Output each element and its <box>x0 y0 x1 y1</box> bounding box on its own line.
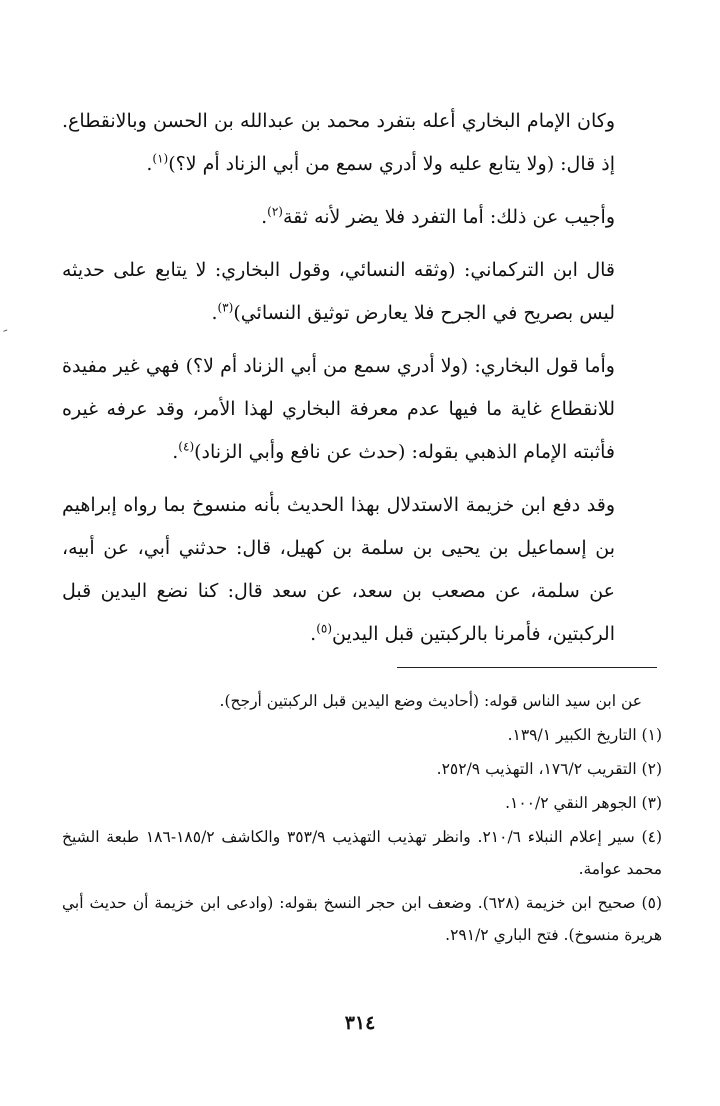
paragraph-4 <box>62 345 615 474</box>
paragraph-text: وقد دفع ابن خزيمة الاستدلال بهذا الحديث بأنه منسوخ بما رواه إبراهيم بن إسماعيل بن يحيى بن سلمة بن كهيل، قال: حدثني أبي، عن أبيه، عن سلمة، عن مصعب بن سعد، عن سعد قال: كنا نضع اليدين قبل الركبتين، فأمرنا بالركبتين قبل اليدين <box>62 494 615 645</box>
margin-mark <box>3 329 8 335</box>
paragraph-end: . <box>172 441 179 463</box>
page-number: ٣١٤ <box>344 1012 376 1034</box>
paragraph-text: وأجيب عن ذلك: أما التفرد فلا يضر لأنه ثقة <box>282 206 615 228</box>
footnote-3: (٣) الجوهر النقي ١٠٠/٢. <box>505 794 662 812</box>
footnote-5: (٥) صحيح ابن خزيمة (٦٢٨). وضعف ابن حجر النسخ بقوله: (وادعى ابن خزيمة أن حديث أبي هريرة منسوخ). فتح الباري ٢٩١/٢. <box>62 894 662 944</box>
footnote-ref[interactable]: (٢) <box>267 204 283 219</box>
paragraph-end: . <box>261 206 268 228</box>
paragraph-end: . <box>146 153 153 175</box>
paragraph-1 <box>62 100 615 186</box>
paragraph-5 <box>62 484 615 656</box>
paragraph-text: قال ابن التركماني: (وثقه النسائي، وقول البخاري: لا يتابع على حديثه ليس بصريح في الجرح فلا يعارض توثيق النسائي) <box>62 259 615 324</box>
paragraph-end: . <box>310 623 317 645</box>
footnote-ref[interactable]: (٥) <box>316 621 333 636</box>
paragraph-text: وكان الإمام البخاري أعله بتفرد محمد بن عبدالله بن الحسن وبالانقطاع. إذ قال: (ولا يتابع عليه ولا أدري سمع من أبي الزناد أم لا؟) <box>62 110 615 175</box>
footnote-divider <box>397 667 657 668</box>
footnote-4: (٤) سير إعلام النبلاء ٢١٠/٦. وانظر تهذيب التهذيب ٣٥٣/٩ والكاشف ١٨٥/٢-١٨٦ طبعة الشيخ محمد عوامة. <box>62 828 662 878</box>
paragraph-text: وأما قول البخاري: (ولا أدري سمع من أبي الزناد أم لا؟) فهي غير مفيدة للانقطاع غاية ما فيها عدم معرفة البخاري لهذا الأمر، وقد عرفه غيره فأثبته الإمام الذهبي بقوله: (حدث عن نافع وأبي الزناد) <box>62 355 615 463</box>
footnote-ref[interactable]: (٤) <box>178 439 195 454</box>
paragraph-3 <box>62 249 615 335</box>
footnote-2: (٢) التقريب ١٧٦/٢، التهذيب ٢٥٢/٩. <box>436 760 662 778</box>
main-text <box>62 100 615 666</box>
footnote-continuation: عن ابن سيد الناس قوله: (أحاديث وضع اليدين قبل الركبتين أرجح). <box>219 692 642 710</box>
footnote-ref[interactable]: (١) <box>152 151 169 166</box>
footnote-1: (١) التاريخ الكبير ١٣٩/١. <box>507 726 662 744</box>
paragraph-2 <box>62 196 615 239</box>
footnote-ref[interactable]: (٣) <box>217 300 234 315</box>
paragraph-end: . <box>211 302 218 324</box>
footnotes-section <box>62 685 662 953</box>
